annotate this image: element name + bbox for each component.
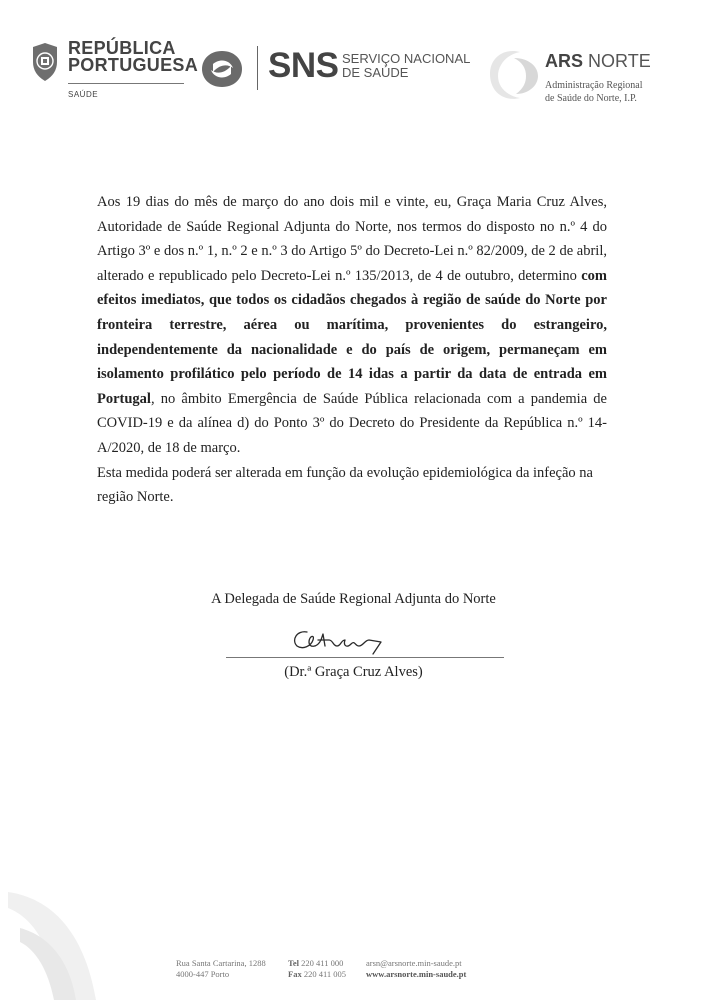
ars-norte-subtitle <box>545 79 642 105</box>
ars-sub-line1: Administração Regional <box>545 80 643 91</box>
handwritten-signature-icon <box>285 618 405 658</box>
ars-norte-mark-icon <box>484 44 548 104</box>
footer-contact <box>366 958 466 980</box>
republica-line2: PORTUGUESA <box>68 55 199 75</box>
footer-phone <box>288 958 346 980</box>
ars-sub-line2: de Saúde do Norte, I.P. <box>545 93 637 104</box>
footer-fax: 220 411 005 <box>303 969 347 979</box>
footer-address-line2: 4000-447 Porto <box>176 969 230 979</box>
sns-logo-icon <box>200 48 244 90</box>
sns-full-name <box>342 52 470 80</box>
signatory-title: A Delegada de Saúde Regional Adjunta do Norte <box>211 591 496 607</box>
republica-divider <box>68 83 184 84</box>
sns-abbreviation: SNS <box>268 46 339 85</box>
ars-name-light: NORTE <box>588 51 651 71</box>
decree-intro: Aos 19 dias do mês de março do ano dois mil e vinte, eu, Graça Maria Cruz Alves, Autoridade de Saúde Regional Adjunta do Norte, nos termos do disposto no n.º 4 do Artigo 3º e dos n.º 1, n.º 2 e n.º 3 do Artigo 5º do Decreto-Lei n.º 82/2009, de 2 de abril, alterado e republicado pelo Decreto-Lei n.º 135/2013, de 4 de outubro, determino <box>97 194 607 284</box>
footer-watermark-icon <box>0 878 150 1000</box>
ars-norte-name <box>545 51 651 72</box>
decree-ending: , no âmbito Emergência de Saúde Pública relacionada com a pandemia de COVID-19 e da alínea d) do Ponto 3º do Decreto do Presidente da República n.º 14-A/2020, de 18 de março. <box>97 390 607 456</box>
republica-line1: REPÚBLICA <box>68 38 176 58</box>
signatory-name: (Dr.ª Graça Cruz Alves) <box>284 664 423 680</box>
republica-sub-label: SAÚDE <box>68 90 99 99</box>
ars-name-bold: ARS <box>545 51 584 71</box>
decree-bold-directive: com efeitos imediatos, que todos os cidadãos chegados à região de saúde do Norte por fronteira terrestre, aérea ou marítima, provenientes do estrangeiro, independentemente da nacionalidade e do país de origem, permaneçam em isolamento profilático pelo período de 14 idas a partir da data de entrada em Portugal <box>97 267 607 407</box>
republica-portuguesa-title <box>68 40 198 74</box>
footer-fax-label: Fax <box>288 969 302 979</box>
footer-tel: 220 411 000 <box>301 958 344 968</box>
sns-line2: DE SAÚDE <box>342 65 409 80</box>
footer-email[interactable]: arsn@arsnorte.min-saude.pt <box>366 958 462 968</box>
republica-portuguesa-emblem-icon <box>30 42 60 82</box>
decree-paragraph <box>97 190 607 461</box>
decree-body <box>97 190 607 510</box>
footer-address <box>176 958 266 980</box>
footer-address-line1: Rua Santa Cartarina, 1288 <box>176 958 266 968</box>
sns-divider <box>257 46 258 90</box>
footer-website-link[interactable]: www.arsnorte.min-saude.pt <box>366 969 467 979</box>
signature-line <box>226 657 504 658</box>
footer-tel-label: Tel <box>288 958 300 968</box>
measure-note: Esta medida poderá ser alterada em função da evolução epidemiológica da infeção na região Norte. <box>97 464 593 506</box>
sns-line1: SERVIÇO NACIONAL <box>342 51 471 66</box>
